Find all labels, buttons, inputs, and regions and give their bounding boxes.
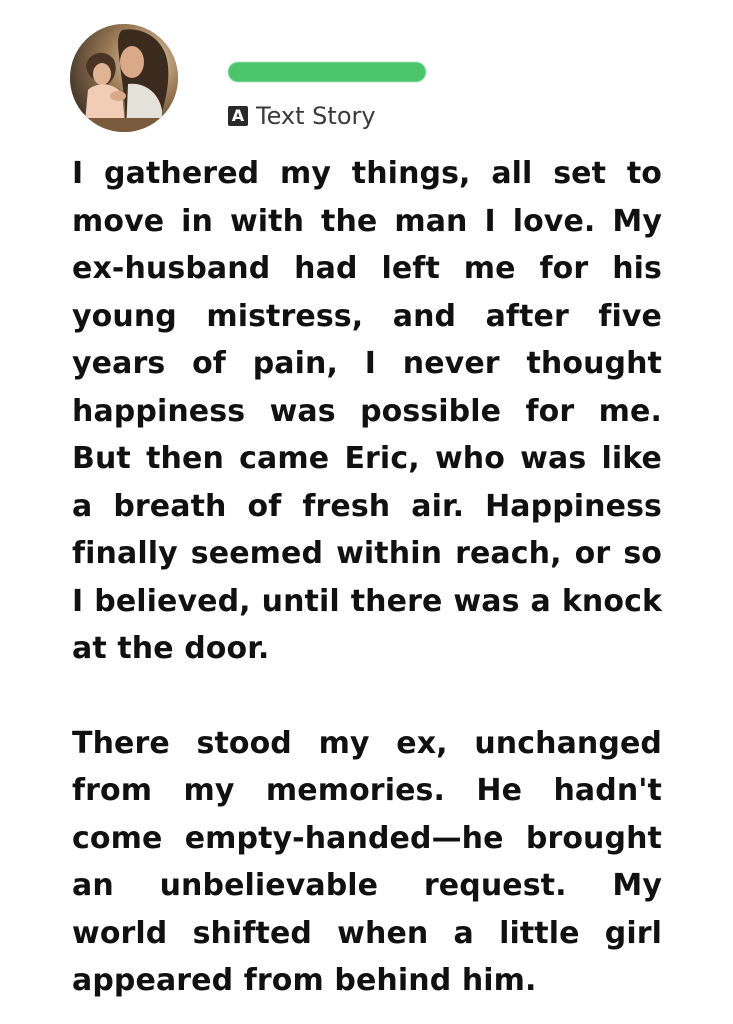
text-story-icon: A [228, 106, 248, 126]
author-name-redacted [228, 62, 426, 82]
story-type-label [228, 102, 376, 130]
post-header [70, 24, 670, 134]
avatar-photo [70, 24, 178, 132]
story-paragraph-2: There stood my ex, unchanged from my memories. He hadn't come empty-handed—he brought an unbelievable request. My world shifted when a little girl appeared from behind him. [72, 725, 662, 998]
avatar[interactable] [70, 24, 178, 132]
story-type-text: Text Story [256, 102, 376, 130]
story-paragraph-1: I gathered my things, all set to move in with the man I love. My ex-husband had left me for his young mistress, and after five years of pain, I never thought happiness was possible for me. But then came Eric, who was like a breath of fresh air. Happiness finally seemed within reach, or so I believed, until there was a knock at the door. [72, 156, 662, 666]
story-body [72, 150, 662, 1005]
